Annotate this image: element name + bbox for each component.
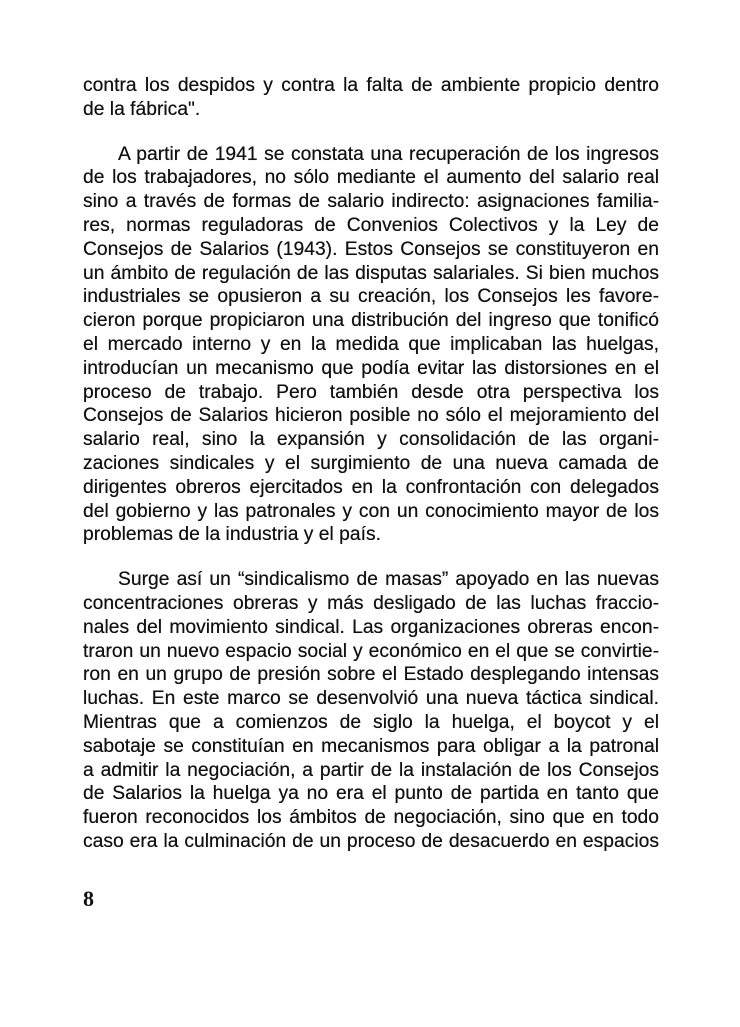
page-number: 8 bbox=[83, 886, 94, 911]
text-line: de la fábrica". bbox=[83, 98, 201, 120]
text-line: luchas. En este marco se desenvolvió una nueva táctica sindical. bbox=[83, 688, 659, 710]
text-line: traron un nuevo espacio social y económico en el que se convirtie- bbox=[83, 640, 659, 662]
text-line: de los trabajadores, no sólo mediante el aumento del salario real bbox=[83, 167, 659, 189]
text-line: del gobierno y las patronales y con un conocimiento mayor de los bbox=[83, 500, 659, 522]
text-line: sabotaje se constituían en mecanismos para obligar a la patronal bbox=[83, 735, 659, 757]
text-line: industriales se opusieron a su creación, los Consejos les favore- bbox=[83, 286, 659, 308]
paragraph bbox=[83, 143, 659, 548]
text-line: fueron reconocidos los ámbitos de negociación, sino que en todo bbox=[83, 807, 659, 829]
text-line: proceso de trabajo. Pero también desde otra perspectiva los bbox=[83, 381, 659, 403]
text-line: sino a través de formas de salario indirecto: asignaciones familia- bbox=[83, 191, 659, 213]
text-line: caso era la culminación de un proceso de desacuerdo en espacios bbox=[83, 830, 659, 852]
text-line: dirigentes obreros ejercitados en la confrontación con delegados bbox=[83, 476, 659, 498]
text-line: a admitir la negociación, a partir de la instalación de los Consejos bbox=[83, 759, 659, 781]
text-line: problemas de la industria y el país. bbox=[83, 524, 381, 546]
text-line: nales del movimiento sindical. Las organizaciones obreras encon- bbox=[83, 616, 659, 638]
text-line: concentraciones obreras y más desligado de las luchas fraccio- bbox=[83, 592, 659, 614]
text-line: zaciones sindicales y el surgimiento de una nueva camada de bbox=[83, 452, 659, 474]
text-line: ron en un grupo de presión sobre el Estado desplegando intensas bbox=[83, 664, 659, 686]
page-body bbox=[83, 74, 659, 875]
text-line: Mientras que a comienzos de siglo la huelga, el boycot y el bbox=[83, 711, 659, 733]
text-line: A partir de 1941 se constata una recuperación de los ingresos bbox=[118, 143, 659, 165]
text-line: Consejos de Salarios hicieron posible no sólo el mejoramiento del bbox=[83, 405, 659, 427]
text-line: Surge así un “sindicalismo de masas” apoyado en las nuevas bbox=[118, 569, 659, 591]
text-line: un ámbito de regulación de las disputas salariales. Si bien muchos bbox=[83, 262, 659, 284]
paragraph bbox=[83, 568, 659, 854]
text-line: de Salarios la huelga ya no era el punto de partida en tanto que bbox=[83, 783, 659, 805]
text-line: res, normas reguladoras de Convenios Colectivos y la Ley de bbox=[83, 214, 659, 236]
text-line: contra los despidos y contra la falta de ambiente propicio dentro bbox=[83, 75, 659, 96]
text-line: introducían un mecanismo que podía evitar las distorsiones en el bbox=[83, 357, 659, 379]
paragraph bbox=[83, 74, 659, 122]
text-line: el mercado interno y en la medida que implicaban las huelgas, bbox=[83, 333, 659, 355]
text-line: salario real, sino la expansión y consolidación de las organi- bbox=[83, 429, 659, 451]
text-line: Consejos de Salarios (1943). Estos Consejos se constituyeron en bbox=[83, 238, 659, 260]
text-line: cieron porque propiciaron una distribución del ingreso que tonificó bbox=[83, 310, 659, 332]
